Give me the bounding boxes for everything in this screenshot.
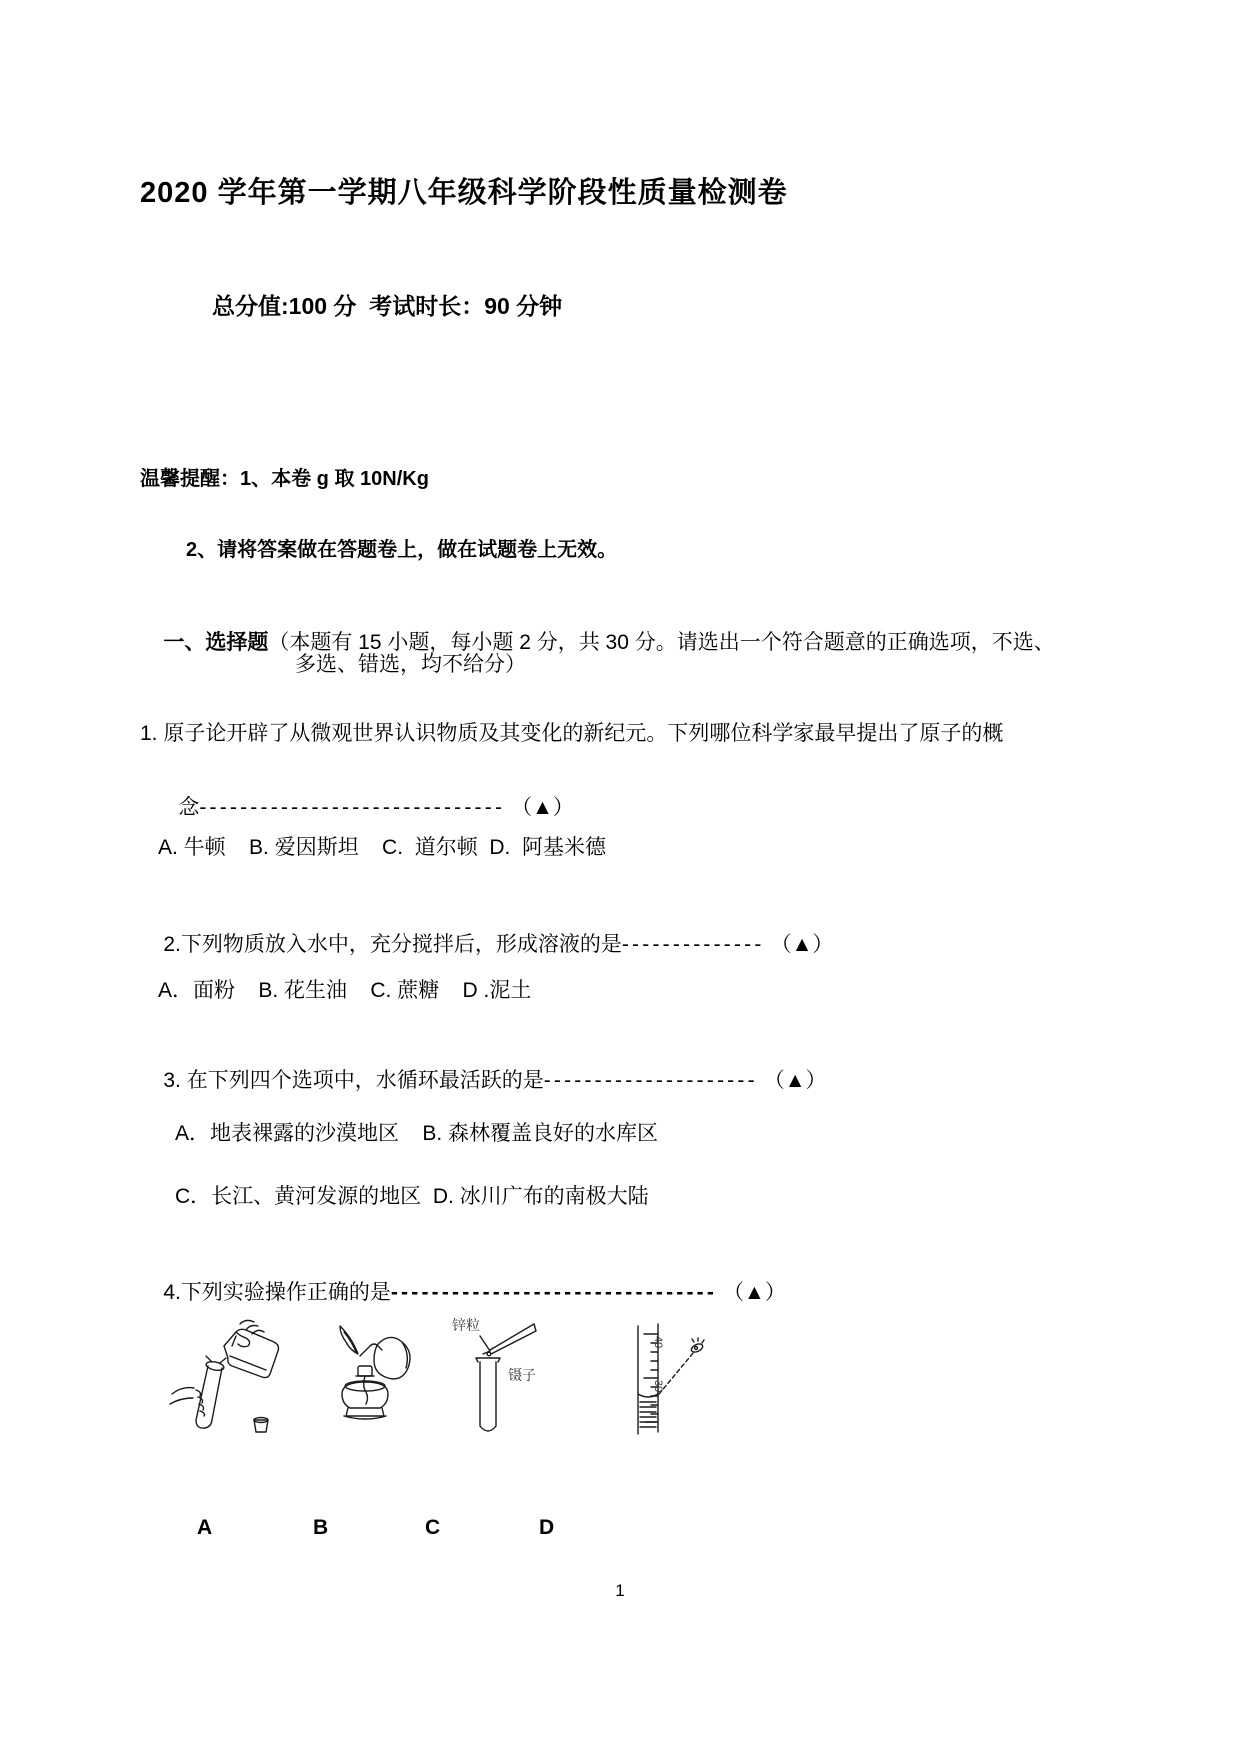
tweezers-label: 镊子 xyxy=(508,1367,536,1383)
question-2-stem: 2.下列物质放入水中，充分搅拌后，形成溶液的是 xyxy=(163,933,622,956)
notice-line-1: 温馨提醒：1、本卷 g 取 10N/Kg xyxy=(140,468,429,490)
question-3-answer-blank: （▲） xyxy=(763,1069,827,1092)
zinc-granule xyxy=(487,1352,491,1356)
figure-b-alcohol-lamp-illustration xyxy=(326,1320,416,1434)
question-4-stem: 4.下列实验操作正确的是 xyxy=(163,1281,391,1304)
notice-line-2: 2、请将答案做在答题卷上，做在试题卷上无效。 xyxy=(186,539,618,561)
lamp-wick xyxy=(364,1376,368,1404)
section-heading-line xyxy=(140,602,1055,680)
exam-info-line: 总分值:100 分 考试时长：90 分钟 xyxy=(212,293,563,319)
figure-label-d: D xyxy=(539,1516,555,1539)
lamp-base xyxy=(344,1408,386,1419)
question-2-options: A．面粉 B. 花生油 C. 蔗糖 D .泥土 xyxy=(158,979,532,1002)
section-description-2: 多选、错选，均不给分） xyxy=(295,653,526,676)
question-1-stem-tail: 念 xyxy=(178,796,200,819)
question-3-line xyxy=(140,1040,827,1118)
question-4-answer-blank: （▲） xyxy=(723,1281,786,1304)
reagent-bottle xyxy=(224,1329,279,1377)
page-number: 1 xyxy=(615,1581,625,1600)
question-4-dash-leader: -------------------------------- xyxy=(390,1281,718,1304)
hand-right xyxy=(236,1320,264,1346)
section-heading: 一、选择题 xyxy=(163,631,269,654)
eye-lashes xyxy=(692,1338,704,1343)
figure-label-a: A xyxy=(197,1516,213,1539)
question-2-line xyxy=(140,904,833,982)
section-description-1: （本题有 15 小题，每小题 2 分，共 30 分。请选出一个符合题意的正确选项，不选、 xyxy=(268,631,1055,654)
question-3-stem: 3. 在下列四个选项中，水循环最活跃的是 xyxy=(163,1069,544,1092)
granule-drop-path xyxy=(480,1336,490,1354)
figure-a-pouring-liquid-illustration xyxy=(166,1316,286,1442)
question-3-dash-leader: --------------------- xyxy=(543,1069,758,1092)
question-2-answer-blank: （▲） xyxy=(770,933,834,956)
bottle-liquid-line xyxy=(230,1336,266,1370)
tilted-lamp-neck xyxy=(360,1344,382,1356)
zinc-granule-label: 锌粒 xyxy=(452,1317,480,1333)
question-3-options-ab: A．地表裸露的沙漠地区 B. 森林覆盖良好的水库区 xyxy=(175,1122,659,1145)
figure-d-graduated-cylinder-illustration xyxy=(624,1320,712,1440)
eye-pupil xyxy=(695,1347,698,1350)
test-tube xyxy=(476,1358,500,1431)
figure-c-zinc-test-tube-illustration xyxy=(450,1314,545,1442)
question-3-options-cd: C．长江、黄河发源的地区 D. 冰川广布的南极大陆 xyxy=(175,1185,649,1208)
question-1-options: A. 牛顿 B. 爱因斯坦 C. 道尔顿 D. 阿基米德 xyxy=(158,836,607,859)
scale-mark-40: 40 xyxy=(652,1336,664,1349)
lamp-wick-cap xyxy=(358,1366,372,1376)
hand-left xyxy=(170,1388,194,1404)
tilted-lamp-body xyxy=(374,1337,410,1378)
question-2-dash-leader: -------------- xyxy=(621,933,765,956)
scale-mark-30: 30 xyxy=(652,1380,664,1393)
tweezers xyxy=(490,1324,536,1354)
sight-line xyxy=(659,1352,694,1394)
lamp-body xyxy=(342,1382,388,1408)
figure-label-c: C xyxy=(425,1516,441,1539)
question-1-answer-blank: （▲） xyxy=(511,796,574,819)
page-title: 2020 学年第一学期八年级科学阶段性质量检测卷 xyxy=(140,177,788,209)
question-1-line-1: 1. 原子论开辟了从微观世界认识物质及其变化的新纪元。下列哪位科学家最早提出了原子的概 xyxy=(140,722,1004,745)
figure-label-b: B xyxy=(313,1516,329,1539)
question-1-dash-leader: ------------------------------ xyxy=(199,796,506,819)
